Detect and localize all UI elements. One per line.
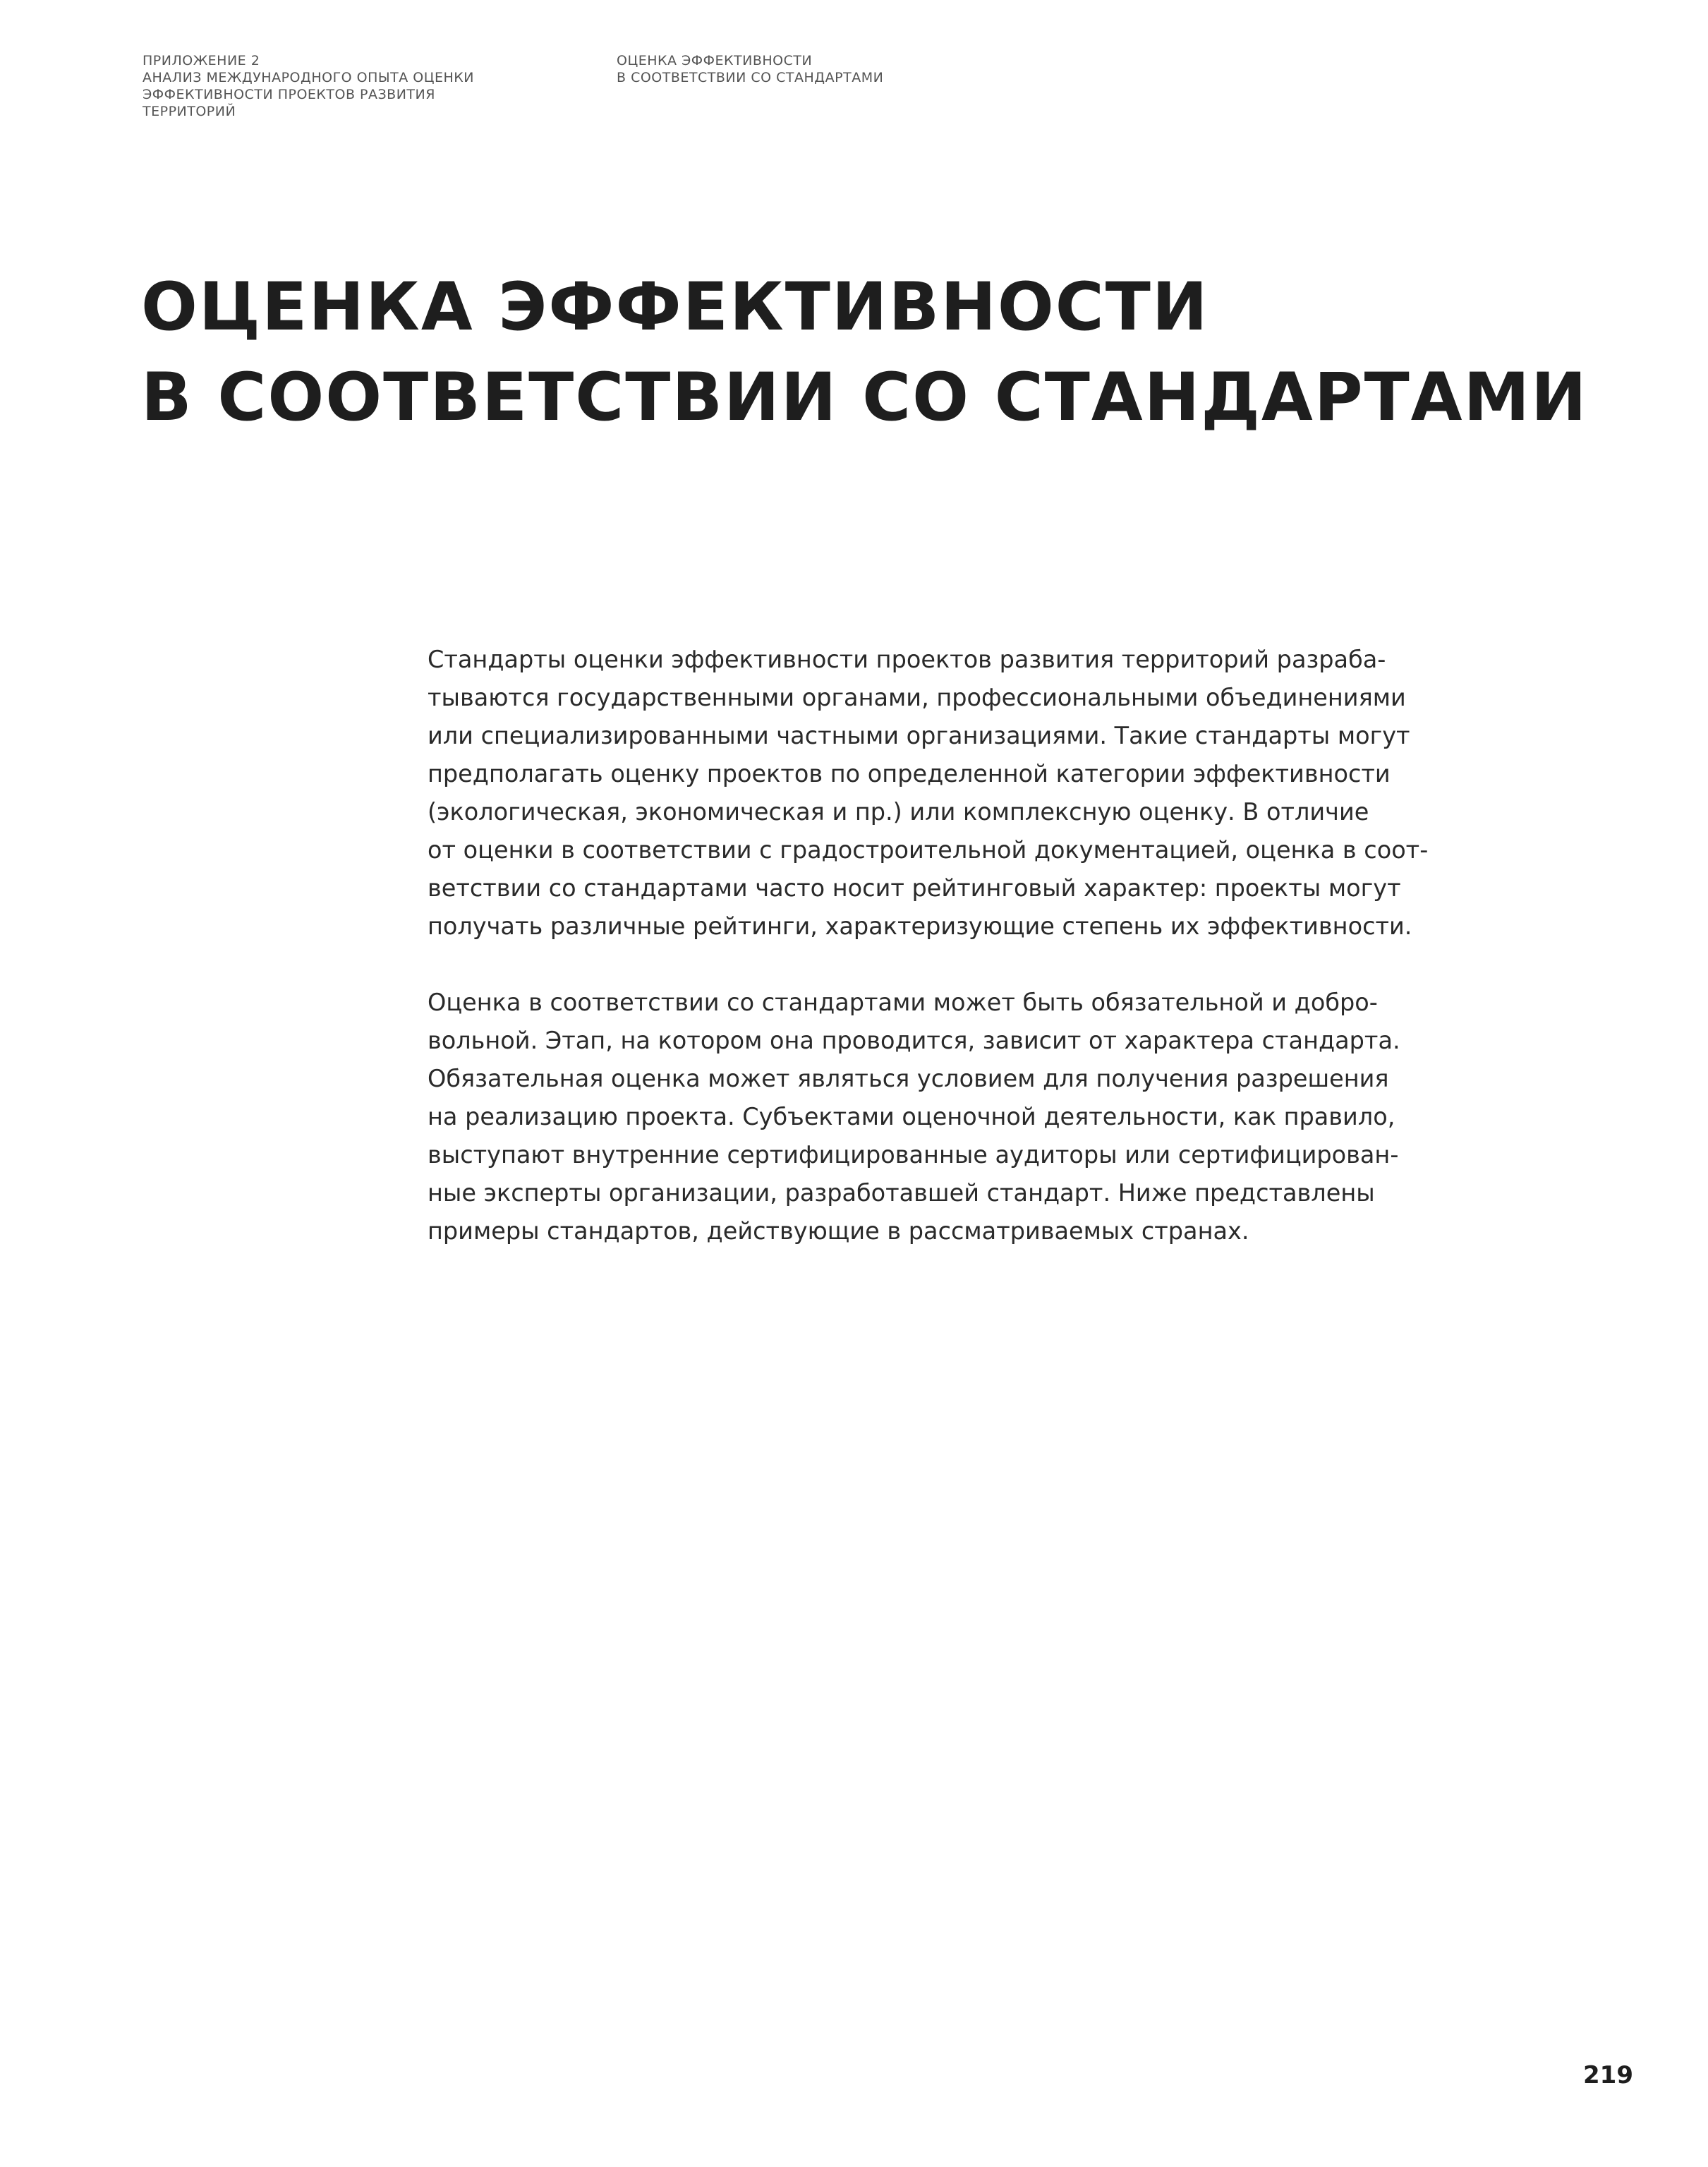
running-head-line: ЭФФЕКТИВНОСТИ ПРОЕКТОВ РАЗВИТИЯ [143,87,435,102]
paragraph-line: Стандарты оценки эффективности проектов развития территорий разраба- [428,646,1386,673]
running-head-right [617,52,883,86]
body-text [428,641,1542,1288]
paragraph-line: тываются государственными органами, профессиональными объединениями [428,684,1406,711]
paragraph-line: примеры стандартов, действующие в рассматриваемых странах. [428,1217,1249,1245]
page-title-line: В СООТВЕТСТВИИ СО СТАНДАРТАМИ [141,359,1588,436]
paragraph-line: Оценка в соответствии со стандартами может быть обязательной и добро- [428,989,1378,1016]
running-head-line: ПРИЛОЖЕНИЕ 2 [143,53,260,68]
paragraph-line: (экологическая, экономическая и пр.) или комплексную оценку. В отличие [428,798,1369,826]
running-head-left [143,52,474,120]
paragraph-line: ветствии со стандартами часто носит рейтинговый характер: проекты могут [428,874,1401,902]
paragraph-line: вольной. Этап, на котором она проводится, зависит от характера стандарта. [428,1027,1400,1054]
paragraph-line: от оценки в соответствии с градостроительной документацией, оценка в соот- [428,836,1429,864]
paragraph-line: получать различные рейтинги, характеризующие степень их эффективности. [428,912,1412,940]
paragraph [428,641,1542,946]
paragraph [428,984,1542,1250]
running-head-line: В СООТВЕТСТВИИ СО СТАНДАРТАМИ [617,70,884,85]
running-head-line: АНАЛИЗ МЕЖДУНАРОДНОГО ОПЫТА ОЦЕНКИ [143,70,475,85]
page-number: 219 [1583,2061,1633,2089]
paragraph-line: предполагать оценку проектов по определенной категории эффективности [428,760,1391,787]
paragraph-line: Обязательная оценка может являться условием для получения разрешения [428,1065,1389,1092]
paragraph-line: выступают внутренние сертифицированные аудиторы или сертифицирован- [428,1141,1399,1169]
running-head-line: ТЕРРИТОРИЙ [143,104,236,119]
running-head-line: ОЦЕНКА ЭФФЕКТИВНОСТИ [617,53,813,68]
paragraph-line: ные эксперты организации, разработавшей стандарт. Ниже представлены [428,1179,1375,1207]
page-title [141,262,1588,443]
paragraph-line: на реализацию проекта. Субъектами оценочной деятельности, как правило, [428,1103,1395,1130]
page-title-line: ОЦЕНКА ЭФФЕКТИВНОСТИ [141,269,1209,346]
paragraph-line: или специализированными частными организациями. Такие стандарты могут [428,722,1410,749]
